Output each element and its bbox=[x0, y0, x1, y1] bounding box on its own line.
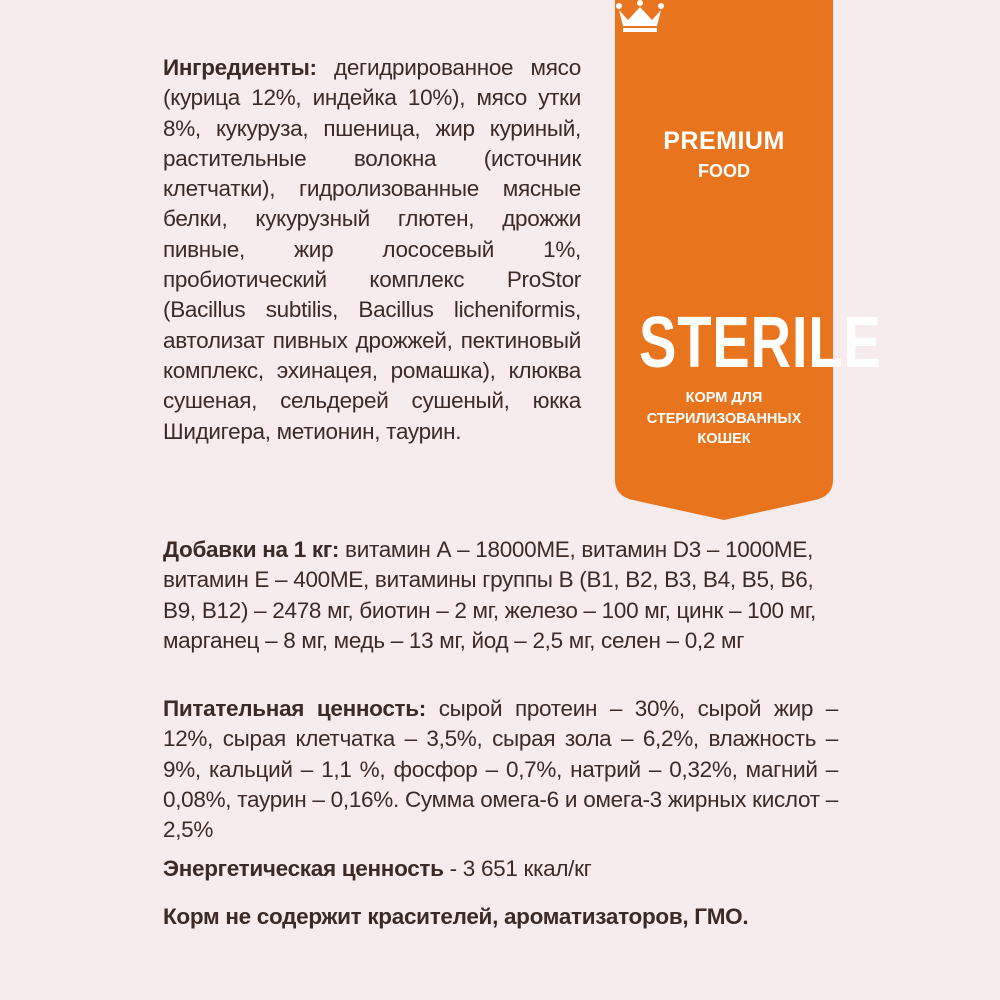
ingredients-label: Ингредиенты: bbox=[163, 55, 317, 80]
ingredients-text: дегидрированное мясо (курица 12%, индейка 10%), мясо утки 8%, кукуруза, пшеница, жир куриный, растительные волокна (источник клетчатки), гидролизованные мясные белки, кукурузный глютен, дрожжи пивные, жир лососевый 1%, пробиотический комплекс ProStor (Bacillus subtilis, Bacillus licheniformis, автолизат пивных дрожжей, пектиновый комплекс, эхинацея, ромашка), клюква сушеная, сельдерей сушеный, юкка Шидигера, метионин, таурин. bbox=[163, 55, 581, 444]
energy-text: - 3 651 ккал/кг bbox=[449, 856, 592, 881]
additives-block bbox=[163, 535, 838, 656]
product-banner bbox=[615, 0, 882, 520]
premium-label: PREMIUM bbox=[663, 127, 785, 155]
additives-label: Добавки на 1 кг: bbox=[163, 537, 340, 562]
nutrition-block bbox=[163, 694, 838, 845]
additives-text: витамин А – 18000МЕ, витамин D3 – 1000МЕ, витамин Е – 400МЕ, витамины группы В (В1, В2, В3, В4, В5, В6, В9, В12) – 2478 мг, биотин – 2 мг, железо – 100 мг, цинк – 100 мг, марганец – 8 мг, медь – 13 мг, йод – 2,5 мг, селен – 0,2 мг bbox=[163, 537, 816, 653]
food-label: FOOD bbox=[698, 161, 750, 181]
subtitle-line: КОШЕК bbox=[697, 431, 751, 447]
nutrition-text: сырой протеин – 30%, сырой жир – 12%, сырая клетчатка – 3,5%, сырая зола – 6,2%, влажность – 9%, кальций – 1,1 %, фосфор – 0,7%, натрий – 0,32%, магний – 0,08%, таурин – 0,16%. Сумма омега-6 и омега-3 жирных кислот – 2,5% bbox=[163, 696, 838, 843]
sterile-title: STERILE bbox=[638, 303, 882, 383]
energy-label: Энергетическая ценность bbox=[163, 856, 444, 881]
ingredients-block bbox=[163, 53, 581, 447]
nutrition-label: Питательная ценность: bbox=[163, 696, 426, 721]
subtitle-line: КОРМ ДЛЯ bbox=[685, 390, 763, 406]
energy-block bbox=[163, 854, 838, 884]
no-additives-note: Корм не содержит красителей, ароматизаторов, ГМО. bbox=[163, 904, 749, 929]
subtitle-line: СТЕРИЛИЗОВАННЫХ bbox=[646, 410, 802, 427]
banner-subtitle bbox=[615, 388, 833, 450]
crown-icon bbox=[615, 0, 665, 32]
